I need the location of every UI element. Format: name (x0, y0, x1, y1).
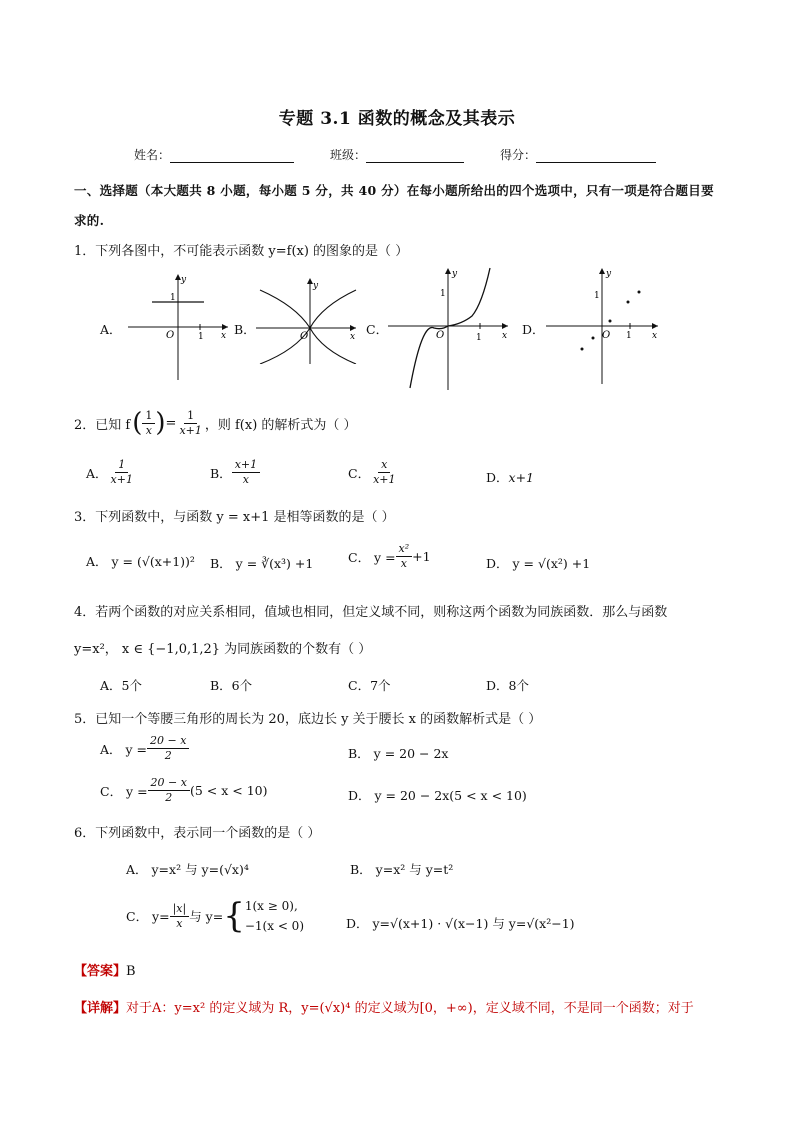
q1-graph-b (256, 276, 360, 364)
question-1-stem: 1．下列各图中，不可能表示函数 y=f(x) 的图象的是（ ） (74, 244, 409, 259)
q2-inner-fraction (142, 409, 155, 438)
q1d-point (609, 320, 612, 323)
q2-c-fraction (370, 458, 398, 487)
q1-option-b-label: B． (234, 322, 256, 337)
q2-option-a[interactable] (86, 458, 136, 487)
q2-c-den: x+1 (373, 473, 396, 486)
q2-a-num: 1 (115, 458, 128, 473)
q2-c-num: x (378, 458, 390, 473)
q2-paren-open-icon: ( (132, 408, 143, 438)
class-label: 班级： (330, 148, 367, 162)
q4-option-d[interactable]: D．8个 (486, 678, 529, 693)
q1d-point (638, 291, 641, 294)
q6-c-label: C． y= (126, 909, 170, 924)
q1d-origin: O (602, 330, 611, 341)
name-label: 姓名： (134, 148, 171, 162)
answer-tag: 【答案】 (74, 964, 127, 979)
q3-c-num: x² (396, 542, 413, 557)
q1c-one-label: 1 (440, 289, 446, 299)
q1d-x-one: 1 (626, 331, 632, 341)
q1d-point (581, 348, 584, 351)
question-6-stem: 6．下列函数中，表示同一个函数的是（ ） (74, 826, 321, 841)
q6-c-num: |x| (170, 902, 190, 917)
q1d-point (627, 301, 630, 304)
q3-c-tail: +1 (412, 549, 431, 564)
q3-option-d[interactable]: D． y = √(x²) +1 (486, 556, 591, 571)
q2-inner-num: 1 (142, 409, 155, 424)
q5-a-fraction (147, 734, 189, 763)
q1-graph-d (546, 266, 662, 384)
detail-text: 对于A：y=x² 的定义域为 R，y=(√x)⁴ 的定义域为[0，+∞)，定义域不同，不是同一个函数；对于 (126, 1001, 694, 1016)
q1a-one-label: 1 (170, 293, 176, 303)
q1-option-c-label: C． (366, 322, 389, 337)
q5-c-num: 20 − x (148, 776, 190, 791)
q1-graph-a (128, 270, 232, 380)
q6-option-a[interactable]: A． y=x² 与 y=(√x)⁴ (126, 862, 249, 877)
student-info-row (134, 146, 656, 163)
q1c-y-label: y (452, 269, 458, 279)
section-heading: 一、选择题（本大题共 8 小题，每小题 5 分，共 40 分）在每小题所给出的四个选项中，只有一项是符合题目要求的. (74, 183, 714, 228)
q6-option-c[interactable] (126, 896, 304, 936)
q2-rhs-num: 1 (184, 409, 197, 424)
q3-option-a[interactable]: A． y = (√(x+1))² (86, 554, 195, 569)
q2-b-num: x+1 (232, 458, 260, 473)
q1-option-d-label: D． (522, 322, 545, 337)
q5-c-fraction (148, 776, 190, 805)
q1-graph-c (388, 266, 512, 390)
q1a-x-label: x (221, 331, 227, 341)
q2-stem-post: ，则 f(x) 的解析式为（ ） (204, 417, 357, 433)
q6-piecewise (245, 896, 304, 936)
q5-a-label: A． y = (100, 741, 148, 757)
q2-a-den: x+1 (110, 473, 133, 486)
q6-case-1: 1(x ≥ 0), (244, 899, 298, 913)
score-label: 得分： (500, 148, 537, 162)
q1b-x-label: x (350, 332, 356, 342)
q6-c-mid: 与 y= (189, 909, 224, 924)
question-4-stem-line1: 4．若两个函数的对应关系相同，值域也相同，但定义域不同，则称这两个函数为同族函数．那么与函数 (74, 605, 668, 620)
q5-a-num: 20 − x (147, 734, 189, 749)
q6-case-2: −1(x < 0) (244, 919, 304, 933)
q5-option-b[interactable]: B． y = 20 − 2x (348, 746, 449, 761)
q5-c-den: 2 (165, 791, 173, 804)
detail-tag: 【详解】 (74, 1001, 127, 1016)
q1-option-a-label: A． (100, 322, 122, 337)
q2-rhs-den: x+1 (179, 423, 202, 437)
q2-c-label: C． (348, 465, 371, 481)
q5-option-a[interactable] (100, 734, 189, 763)
q3-option-b[interactable]: B． y = ∛(x³) +1 (210, 556, 314, 571)
q3-c-den: x (400, 557, 407, 570)
answer-line (74, 960, 136, 979)
q1b-origin: O (300, 331, 309, 342)
q5-option-c[interactable] (100, 776, 267, 805)
q2-a-label: A． (86, 465, 108, 481)
q5-c-label: C． y = (100, 783, 148, 799)
q2-b-fraction (232, 458, 260, 487)
name-blank[interactable] (170, 149, 294, 163)
q2-stem-pre: 2．已知 f (74, 417, 131, 433)
q2-paren-close-icon: ) (155, 408, 166, 438)
q2-inner-den: x (145, 423, 152, 437)
question-5-stem: 5．已知一个等腰三角形的周长为 20，底边长 y 关于腰长 x 的函数解析式是（ ） (74, 712, 542, 727)
q5-c-tail: (5 < x < 10) (189, 783, 268, 798)
q1d-x-label: x (652, 331, 658, 341)
score-blank[interactable] (536, 149, 656, 163)
q6-brace-icon: { (223, 896, 245, 936)
question-2-stem (74, 408, 357, 438)
q1c-x-label: x (502, 331, 508, 341)
q2-b-den: x (242, 473, 249, 486)
q6-option-b[interactable]: B． y=x² 与 y=t² (350, 862, 454, 877)
q3-c-fraction (396, 542, 413, 571)
class-blank[interactable] (366, 149, 464, 163)
q1d-point (592, 337, 595, 340)
q1a-x-one: 1 (198, 332, 204, 342)
q1a-y-label: y (181, 275, 187, 285)
detail-line (74, 997, 694, 1016)
page-title: 专题 3.1 函数的概念及其表示 (278, 109, 516, 129)
q6-c-den: x (176, 916, 183, 930)
q4-option-a[interactable]: A．5个 (100, 678, 142, 693)
question-4-stem-line2: y=x²， x ∈ {−1,0,1,2} 为同族函数的个数有（ ） (74, 642, 372, 657)
q2-eq: = (165, 415, 177, 431)
q1c-origin: O (436, 330, 445, 341)
q4-option-b[interactable]: B．6个 (210, 678, 253, 693)
q2-d-text: x+1 (508, 470, 535, 485)
q1b-y-label: y (313, 281, 319, 291)
answer-value: B (126, 964, 136, 979)
q1c-x-one: 1 (476, 333, 482, 343)
q6-option-d[interactable]: D． y=√(x+1) · √(x−1) 与 y=√(x²−1) (346, 916, 575, 931)
q4-option-c[interactable]: C．7个 (348, 678, 391, 693)
q1a-origin: O (166, 330, 175, 341)
q2-rhs-fraction (176, 409, 204, 438)
q3-option-c[interactable] (348, 542, 431, 571)
q6-c-fraction (170, 902, 190, 931)
q2-a-fraction (108, 458, 136, 487)
q2-option-b[interactable] (210, 458, 260, 487)
q3-c-label: C． y = (348, 549, 396, 565)
q1d-y-label: y (606, 269, 612, 279)
q1d-one-label: 1 (594, 291, 600, 301)
question-3-stem: 3．下列函数中，与函数 y = x+1 是相等函数的是（ ） (74, 510, 395, 525)
q2-option-c[interactable] (348, 458, 399, 487)
q5-a-den: 2 (164, 749, 172, 762)
q2-option-d[interactable] (486, 468, 534, 486)
q5-option-d[interactable]: D． y = 20 − 2x(5 < x < 10) (348, 788, 527, 803)
q2-d-label: D． (486, 470, 509, 485)
q2-b-label: B． (210, 465, 232, 481)
